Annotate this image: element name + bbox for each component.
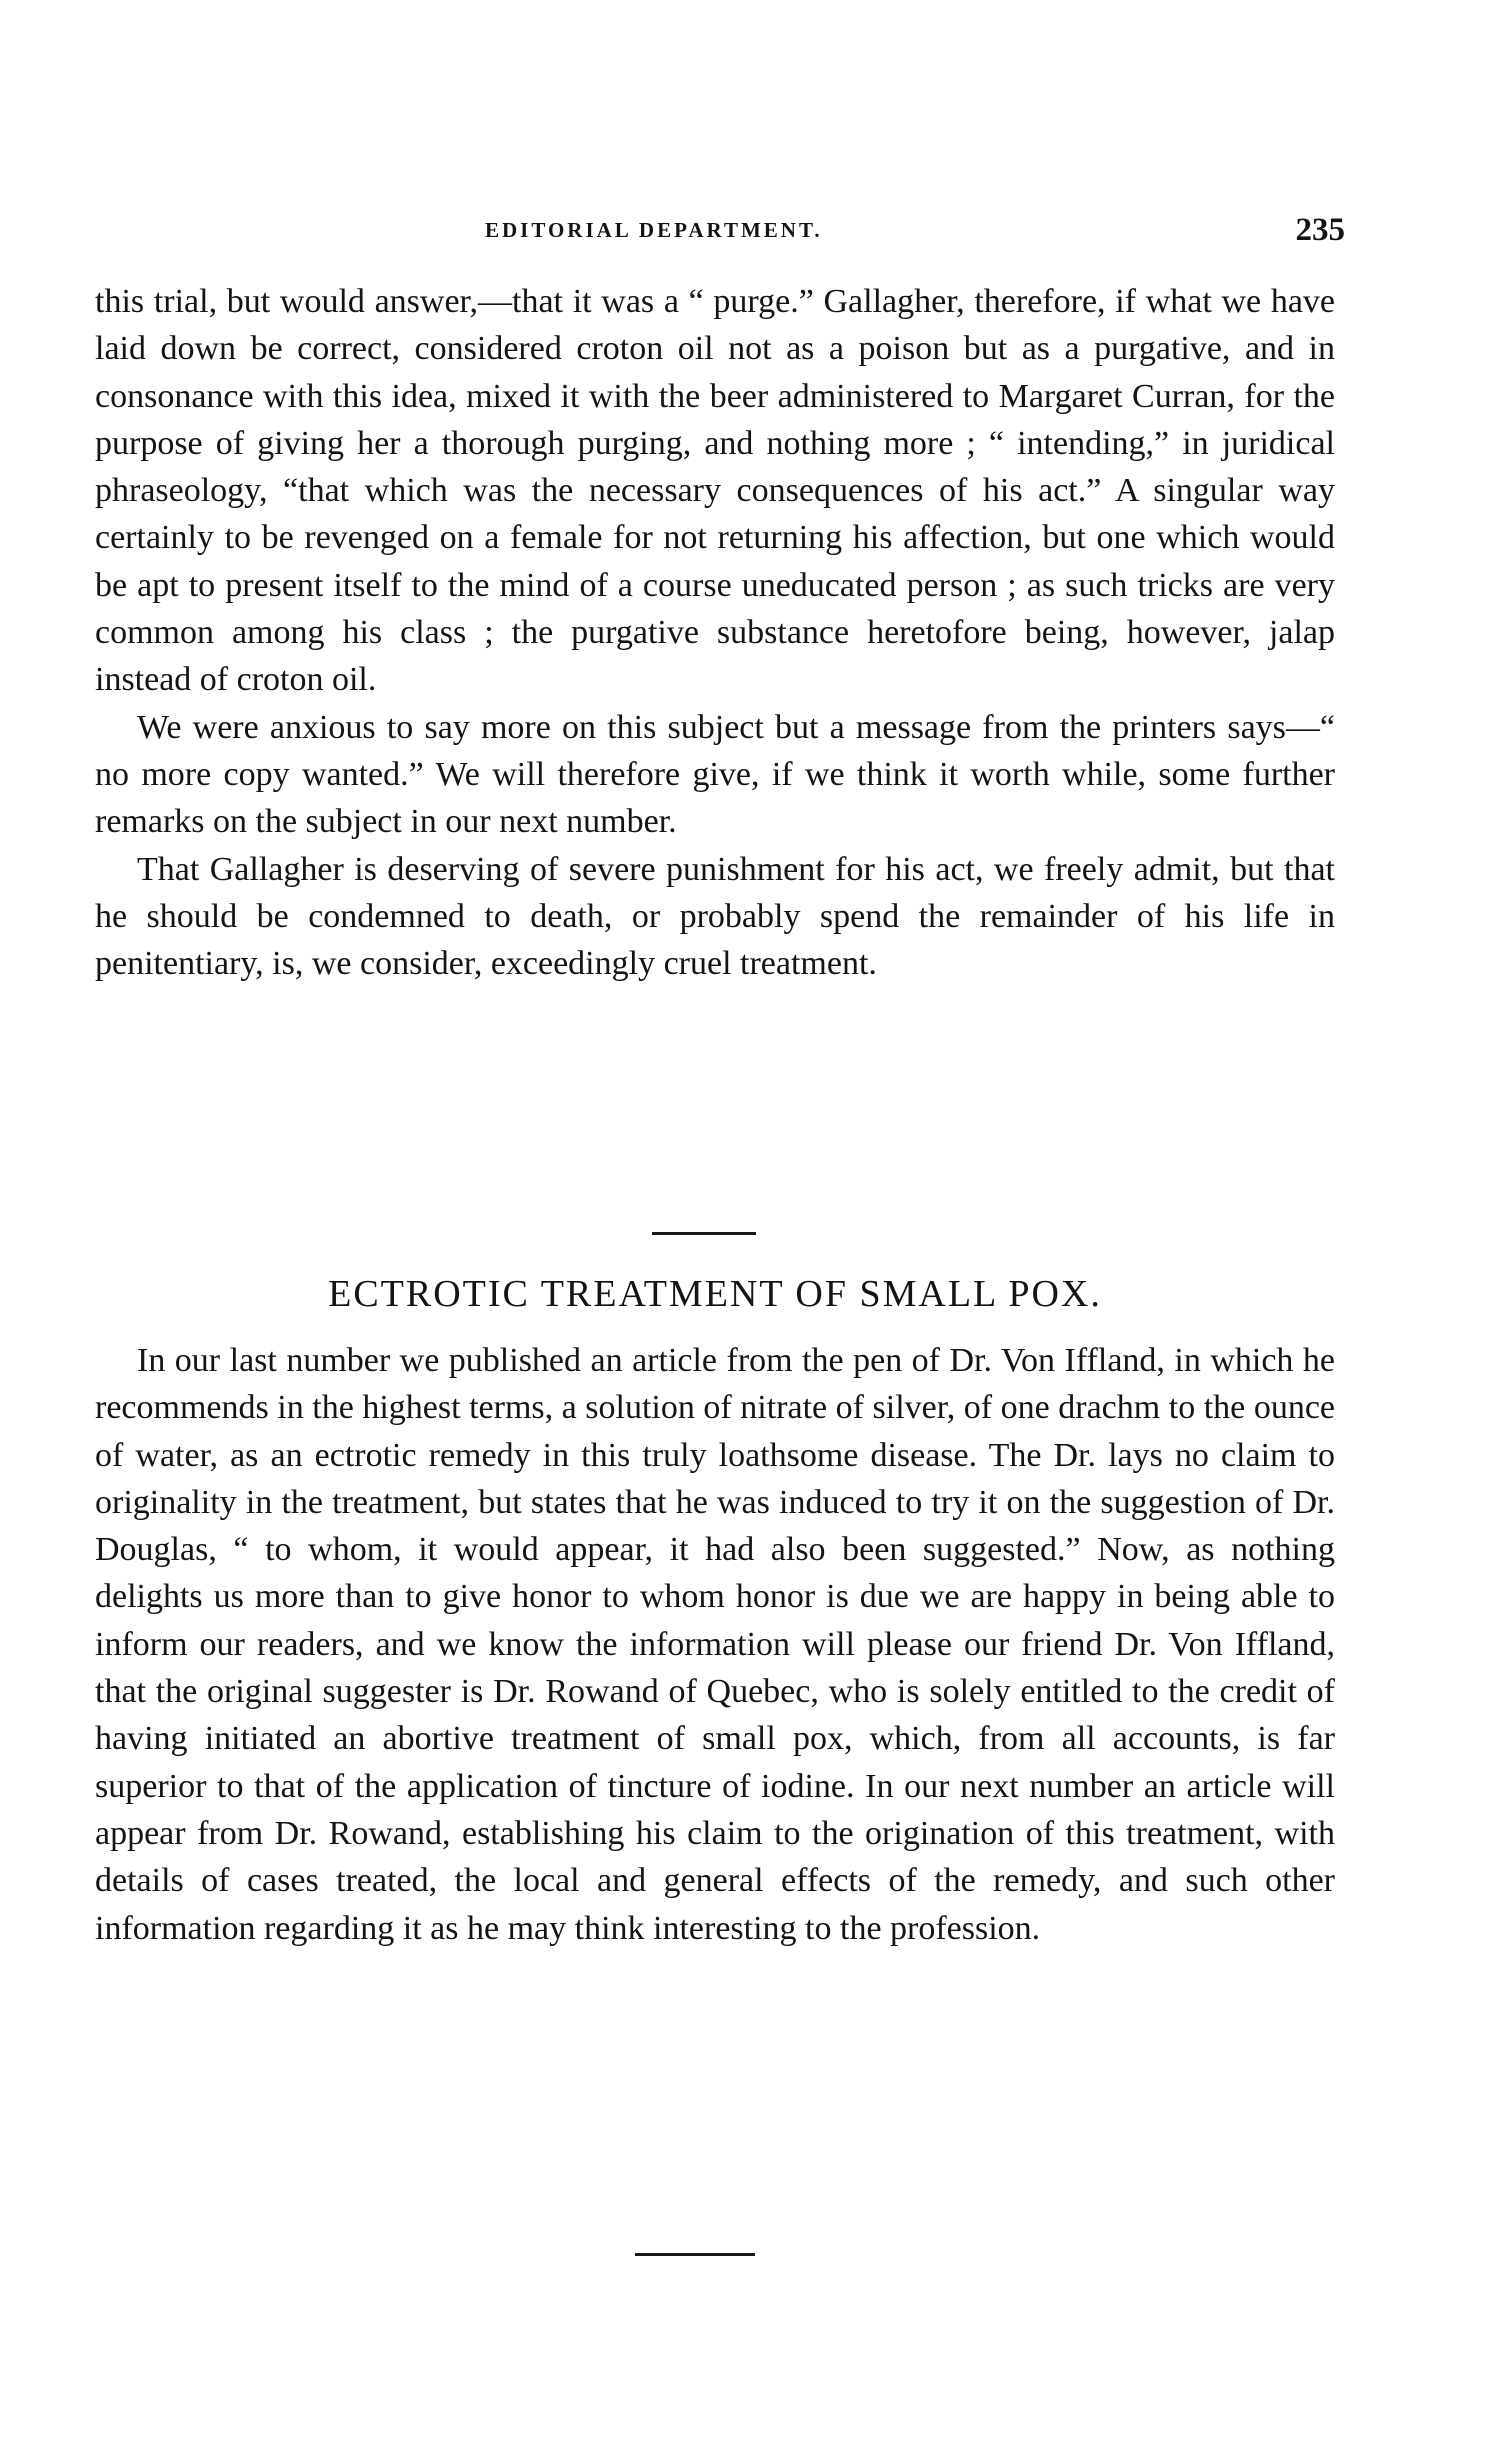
paragraph-printers-message: We were anxious to say more on this subject but a message from the printers says—“ no more copy wanted.” We will therefore give, if we think it worth while, some further remarks on the subject in our next number.	[95, 708, 1335, 841]
section-divider-rule	[652, 1232, 756, 1235]
running-head-title: EDITORIAL DEPARTMENT.	[485, 218, 823, 242]
paragraph-ectrotic-treatment: In our last number we published an article from the pen of Dr. Von Iffland, in which he recommends in the highest terms, a solution of nitrate of silver, of one drachm to the ounce of water, as an ectrotic remedy in this truly loathsome disease. The Dr. lays no claim to originality in the treatment, but states that he was induced to try it on the suggestion of Dr. Douglas, “ to whom, it would appear, it had also been suggested.” Now, as nothing delights us more than to give honor to whom honor is due we are happy in being able to inform our readers, and we know the information will please our friend Dr. Von Iffland, that the original suggester is Dr. Rowand of Quebec, who is solely entitled to the credit of having initiated an abortive treatment of small pox, which, from all accounts, is far superior to that of the application of tincture of iodine. In our next number an article will appear from Dr. Rowand, establishing his claim to the origination of this treatment, with details of cases treated, the local and general effects of the remedy, and such other information regarding it as he may think interesting to the profession.	[95, 1342, 1335, 1947]
section-title: ECTROTIC TREATMENT OF SMALL POX.	[328, 1273, 1102, 1315]
paragraph-gallagher-trial: this trial, but would answer,—that it was a “ purge.” Gallagher, therefore, if what we have laid down be correct, considered croton oil not as a poison but as a purgative, and in consonance with this idea, mixed it with the beer administered to Margaret Curran, for the purpose of giving her a thorough purging, and nothing more ; “ intending,” in juridical phraseology, “that which was the necessary consequences of his act.” A singular way certainly to be revenged on a female for not returning his affection, but one which would be apt to present itself to the mind of a course uneducated person ; as such tricks are very common among his class ; the purgative substance heretofore being, however, jalap instead of croton oil.	[95, 283, 1335, 699]
end-divider-rule	[635, 2253, 755, 2256]
editorial-continued-text	[95, 278, 1335, 987]
running-head	[95, 212, 1345, 252]
paragraph-gallagher-punishment: That Gallagher is deserving of severe punishment for his act, we freely admit, but that he should be condemned to death, or probably spend the remainder of his life in penitentiary, is, we consider, exceedingly cruel treatment.	[95, 850, 1335, 983]
small-pox-article-text	[95, 1337, 1335, 1952]
page-number: 235	[1295, 212, 1345, 248]
